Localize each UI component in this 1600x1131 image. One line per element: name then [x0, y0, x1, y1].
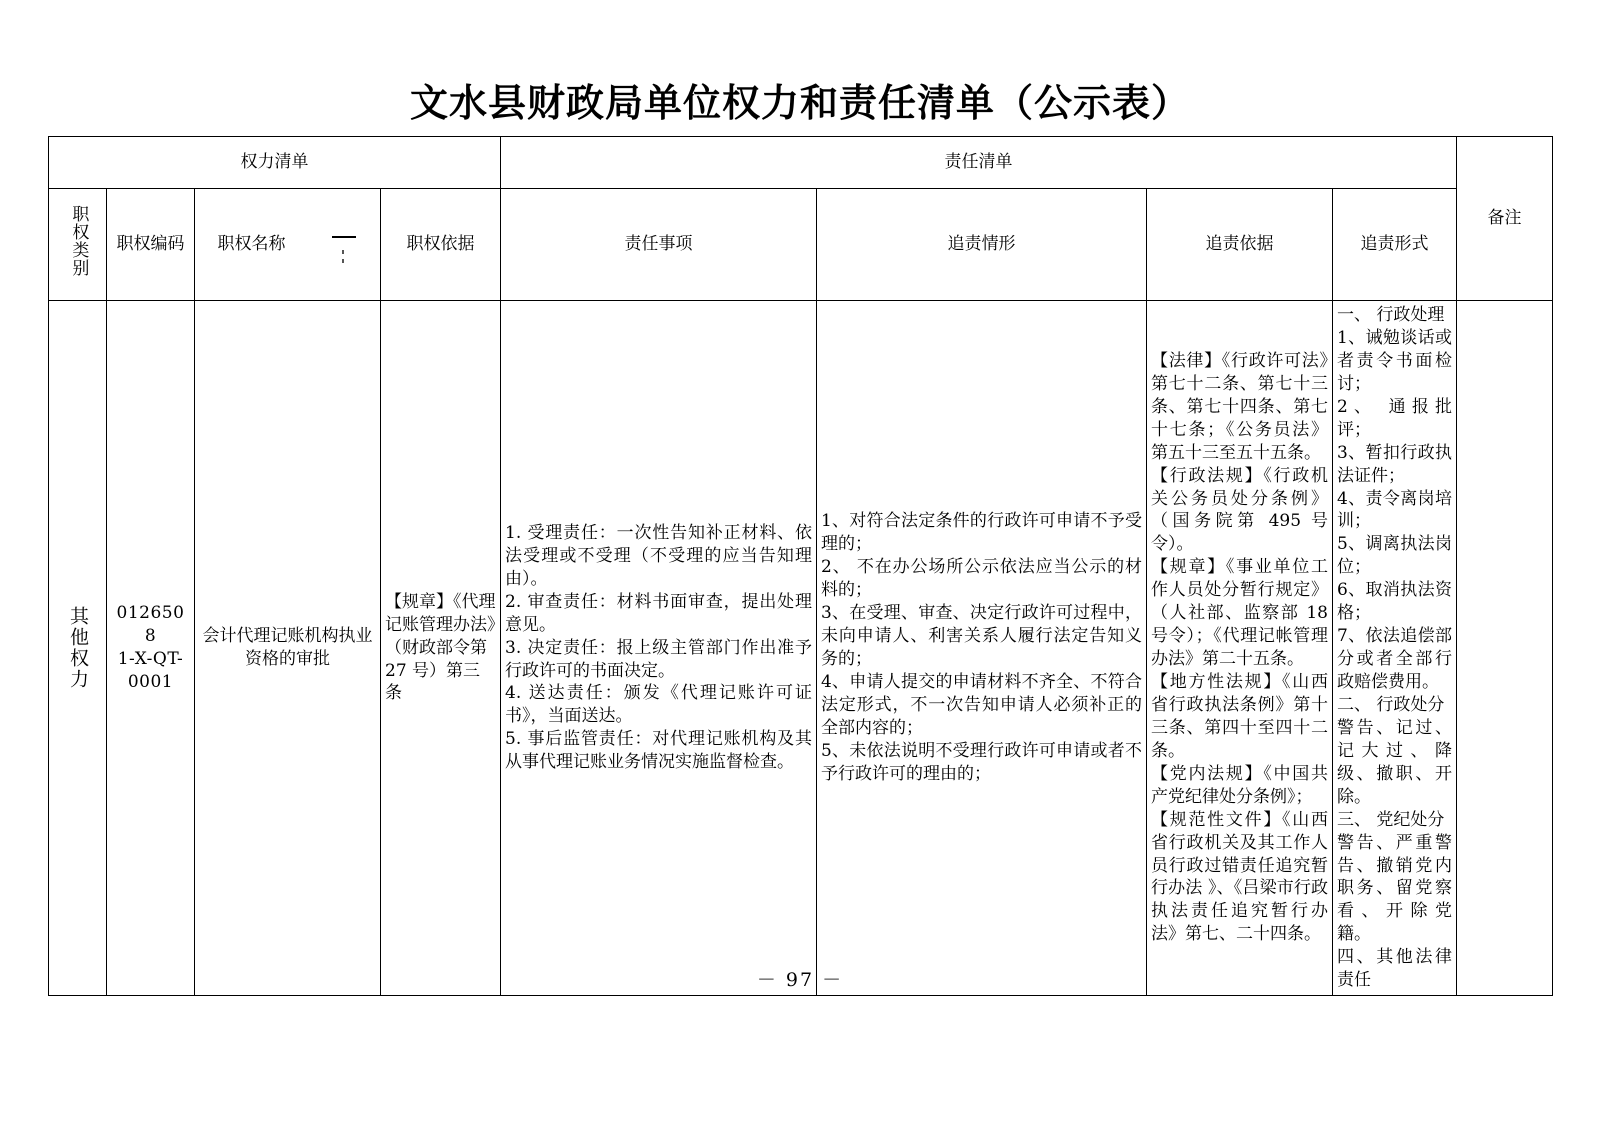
column-header-authority-code-label: 职权编码: [116, 234, 185, 255]
authority-type-value: 其他权力: [66, 606, 89, 691]
accountability-form-item: 3、暂扣行政执法证件；: [1337, 442, 1452, 486]
cell-authority-name: [195, 301, 381, 996]
accountability-case: 4、申请人提交的申请材料不齐全、不符合法定形式，不一次告知申请人必须补正的全部内容的；: [821, 672, 1142, 738]
duty-item: 3. 决定责任：报上级主管部门作出准予行政许可的书面决定。: [505, 637, 812, 681]
accountability-form-item: 警告、严重警告、撤销党内职务、留党察看、开除党籍。: [1337, 832, 1452, 945]
accountability-basis-item: 【行政法规】《行政机关公务员处分条例》（国务院第 495 号令）。: [1151, 465, 1328, 555]
stray-dash-mark-icon: [332, 228, 358, 262]
column-header-duty-items: [501, 189, 817, 301]
authority-code-line-3: 0001: [127, 672, 174, 692]
authority-name-value: 会计代理记账机构执业资格的审批: [202, 626, 373, 670]
column-header-accountability-forms: [1333, 189, 1457, 301]
accountability-form-item: 四、其他法律责任: [1337, 947, 1452, 991]
accountability-form-item: 7、依法追偿部分或者全部行政赔偿费用。: [1337, 626, 1452, 692]
column-header-authority-name-label: 职权名称: [217, 234, 286, 255]
column-header-authority-basis: [381, 189, 501, 301]
accountability-form-item: 一、 行政处理: [1337, 305, 1445, 325]
accountability-form-item: 4、责令离岗培训；: [1337, 488, 1452, 532]
accountability-basis-item: 【地方性法规】《山西省行政执法条例》第十三条、第四十至四十二条。: [1151, 672, 1328, 761]
group-header-power-list: 权力清单: [49, 137, 501, 189]
authority-code-line-2: 1-X-QT-: [117, 649, 184, 670]
accountability-form-item: 6、取消执法资格；: [1337, 580, 1452, 624]
column-header-accountability-cases: [817, 189, 1147, 301]
duty-item: 2. 审查责任：材料书面审查，提出处理意见。: [505, 591, 812, 635]
column-header-authority-code: [107, 189, 195, 301]
accountability-basis-item: 【法律】《行政许可法》第七十二条、第七十三条、第七十四条、第七十七条；《公务员法》第五十三至五十五条。: [1151, 350, 1328, 463]
cell-duty-items: [501, 301, 817, 996]
accountability-form-item: 5、调离执法岗位；: [1337, 534, 1452, 578]
cell-accountability-forms: [1333, 301, 1457, 996]
page-number: － 97 －: [756, 969, 844, 991]
cell-remark: [1457, 301, 1553, 996]
column-header-row: [49, 189, 1553, 301]
accountability-case: 3、在受理、审查、决定行政许可过程中，未向申请人、利害关系人履行法定告知义务的；: [821, 603, 1142, 670]
column-header-authority-basis-label: 职权依据: [406, 234, 475, 255]
accountability-basis-item: 【党内法规】《中国共产党纪律处分条例》；: [1151, 763, 1328, 807]
authority-basis-value: 【规章】《代理记账管理办法》（财政部令第 27 号）第三条: [385, 591, 496, 704]
page-title: 文水县财政局单位权力和责任清单（公示表）: [409, 80, 1190, 125]
column-header-accountability-basis-label: 追责依据: [1205, 234, 1274, 255]
cell-authority-basis: [381, 301, 501, 996]
column-header-accountability-forms-label: 追责形式: [1360, 234, 1429, 255]
authority-code-line-1: 012650 8: [116, 603, 185, 647]
cell-authority-type: [49, 301, 107, 996]
accountability-case: 5、未依法说明不受理行政许可申请或者不予行政许可的理由的；: [821, 740, 1142, 784]
column-header-authority-type: [49, 189, 107, 301]
cell-accountability-basis: [1147, 301, 1333, 996]
duty-item: 1. 受理责任：一次性告知补正材料、依法受理或不受理（不受理的应当告知理由）。: [505, 522, 812, 589]
accountability-form-item: 二、 行政处分: [1337, 694, 1445, 715]
duty-item: 4. 送达责任：颁发《代理记账许可证书》，当面送达。: [505, 683, 812, 727]
group-header-duty-list: 责任清单: [501, 137, 1457, 189]
column-header-remark: [1457, 137, 1553, 301]
power-and-duty-list-table: [48, 136, 1553, 996]
group-header-row: [49, 137, 1553, 189]
column-header-authority-name: [195, 189, 381, 301]
accountability-case: 2、 不在办公场所公示依法应当公示的材料的；: [821, 557, 1142, 601]
accountability-form-item: 2、 通报批评；: [1337, 396, 1452, 440]
accountability-basis-item: 【规章】《事业单位工作人员处分暂行规定》（人社部、监察部 18 号令）；《代理记帐管理办法》第二十五条。: [1151, 557, 1328, 670]
column-header-accountability-cases-label: 追责情形: [947, 234, 1016, 255]
cell-accountability-cases: [817, 301, 1147, 996]
table-row: [49, 301, 1553, 996]
accountability-form-item: 警告、记过、记大过、降级、撤职、开除。: [1337, 717, 1452, 807]
accountability-form-item: 三、 党纪处分: [1337, 809, 1445, 830]
cell-authority-code: [107, 301, 195, 996]
column-header-duty-items-label: 责任事项: [624, 234, 693, 255]
accountability-case: 1、对符合法定条件的行政许可申请不予受理的；: [821, 511, 1142, 555]
column-header-remark-label: 备注: [1487, 208, 1522, 229]
column-header-authority-type-label: 职权类别: [68, 205, 89, 278]
accountability-basis-item: 【规范性文件】《山西省行政机关及其工作人员行政过错责任追究暂行办法 》、《吕梁市行政执法责任追究暂行办法》第七、二十四条。: [1151, 809, 1328, 945]
accountability-form-item: 1、诫勉谈话或者责令书面检讨；: [1337, 327, 1452, 394]
column-header-accountability-basis: [1147, 189, 1333, 301]
duty-item: 5. 事后监管责任：对代理记账机构及其从事代理记账业务情况实施监督检查。: [505, 729, 812, 773]
